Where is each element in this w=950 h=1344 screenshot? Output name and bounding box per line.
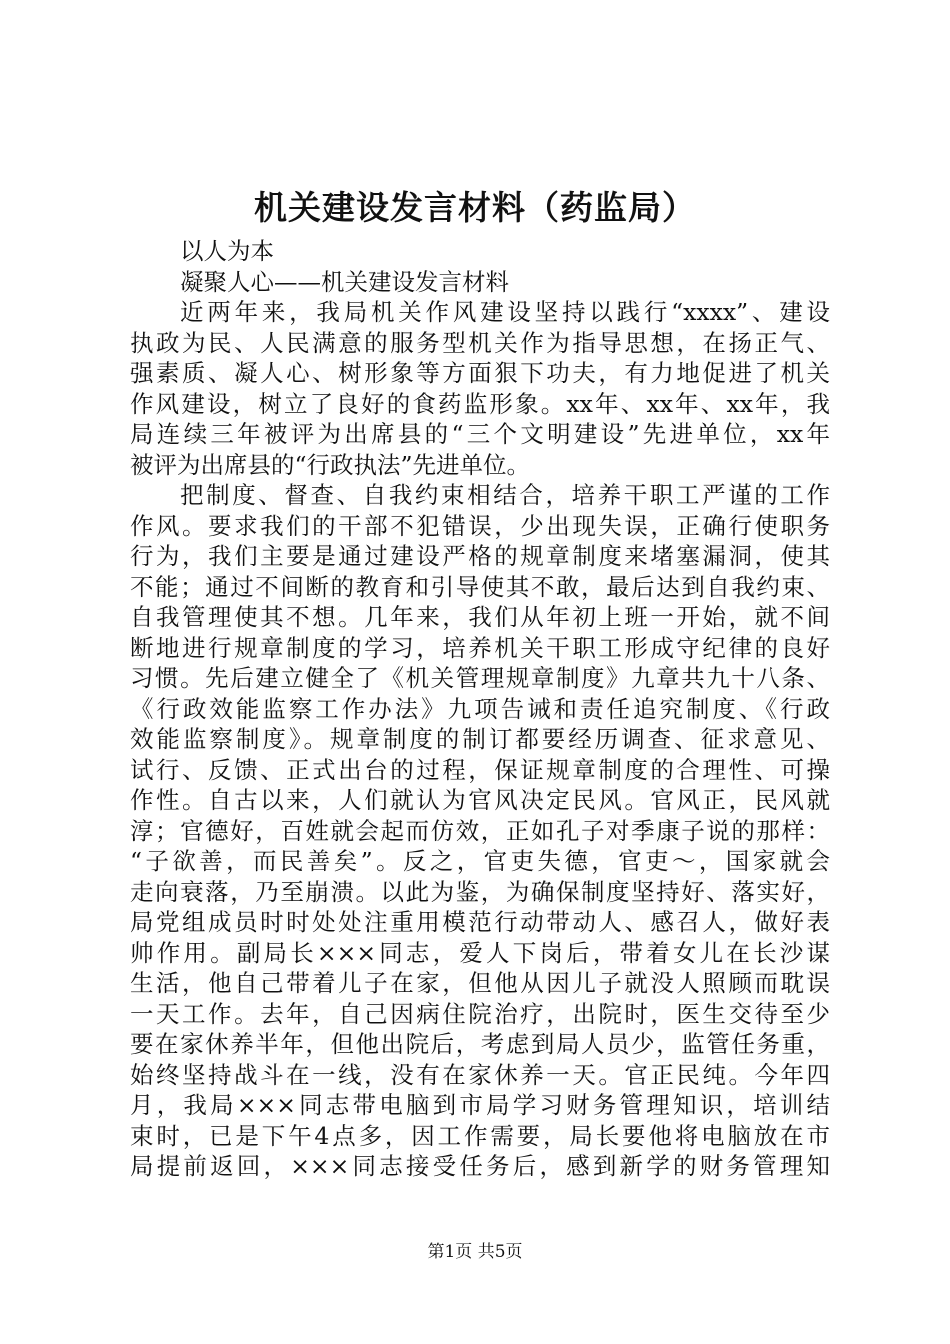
text-line: 淳；官德好，百姓就会起而仿效，正如孔子对季康子说的那样：	[130, 816, 830, 845]
text-line: 局连续三年被评为出席县的“三个文明建设”先进单位，xx年	[130, 420, 830, 448]
text-line: 作性。自古以来，人们就认为官风决定民风。官风正，民风就	[130, 786, 830, 814]
text-line: 月，我局×××同志带电脑到市局学习财务管理知识，培训结	[130, 1091, 830, 1119]
text-line: 行为，我们主要是通过建设严格的规章制度来堵塞漏洞，使其	[130, 542, 830, 570]
text-line: 一天工作。去年，自己因病住院治疗，出院时，医生交待至少	[130, 999, 830, 1028]
text-line: 执政为民、人民满意的服务型机关作为指导思想，在扬正气、	[130, 328, 830, 357]
text-line: 近两年来，我局机关作风建设坚持以践行“xxxx”、建设	[180, 298, 830, 326]
document-body	[130, 236, 830, 1182]
text-line: 局党组成员时时处处注重用模范行动带动人、感召人，做好表	[130, 908, 830, 936]
text-line: 被评为出席县的“行政执法”先进单位。	[130, 450, 531, 479]
text-line: 效能监察制度》。规章制度的制订都要经历调查、征求意见、	[130, 725, 830, 753]
text-line: 生活，他自己带着儿子在家，但他从因儿子就没人照顾而耽误	[130, 969, 830, 997]
document-title: 机关建设发言材料（药监局）	[254, 188, 696, 227]
page-number-footer: 第1页 共5页	[427, 1242, 523, 1262]
text-line: 凝聚人心——机关建设发言材料	[180, 267, 509, 296]
text-line: 习惯。先后建立健全了《机关管理规章制度》九章共九十八条、	[130, 664, 830, 692]
text-line: 束时，已是下午4点多，因工作需要，局长要他将电脑放在市	[130, 1121, 830, 1150]
text-line: 不能；通过不间断的教育和引导使其不敢，最后达到自我约束、	[130, 572, 830, 601]
text-line: 把制度、督查、自我约束相结合，培养干职工严谨的工作	[180, 481, 830, 509]
text-line: 《行政效能监察工作办法》九项告诫和责任追究制度、《行政	[130, 694, 830, 723]
text-line: 试行、反馈、正式出台的过程，保证规章制度的合理性、可操	[130, 755, 830, 784]
text-line: 以人为本	[180, 237, 274, 265]
text-line: 作风。要求我们的干部不犯错误，少出现失误，正确行使职务	[130, 511, 830, 540]
text-line: 自我管理使其不想。几年来，我们从年初上班一开始，就不间	[130, 603, 830, 631]
text-line: “子欲善，而民善矣”。反之，官吏失德，官吏～，国家就会	[130, 847, 830, 875]
text-line: 强素质、凝人心、树形象等方面狠下功夫，有力地促进了机关	[130, 359, 830, 387]
text-line: 局提前返回，×××同志接受任务后，感到新学的财务管理知	[130, 1152, 830, 1180]
text-line: 断地进行规章制度的学习，培养机关干职工形成守纪律的良好	[130, 633, 830, 662]
text-line: 帅作用。副局长×××同志，爱人下岗后，带着女儿在长沙谋	[130, 938, 830, 967]
text-line: 始终坚持战斗在一线，没有在家休养一天。官正民纯。今年四	[130, 1060, 830, 1089]
text-line: 作风建设，树立了良好的食药监形象。xx年、xx年、xx年，我	[130, 389, 830, 418]
text-line: 走向衰落，乃至崩溃。以此为鉴，为确保制度坚持好、落实好，	[130, 877, 830, 906]
text-line: 要在家休养半年，但他出院后，考虑到局人员少，监管任务重，	[130, 1030, 830, 1058]
